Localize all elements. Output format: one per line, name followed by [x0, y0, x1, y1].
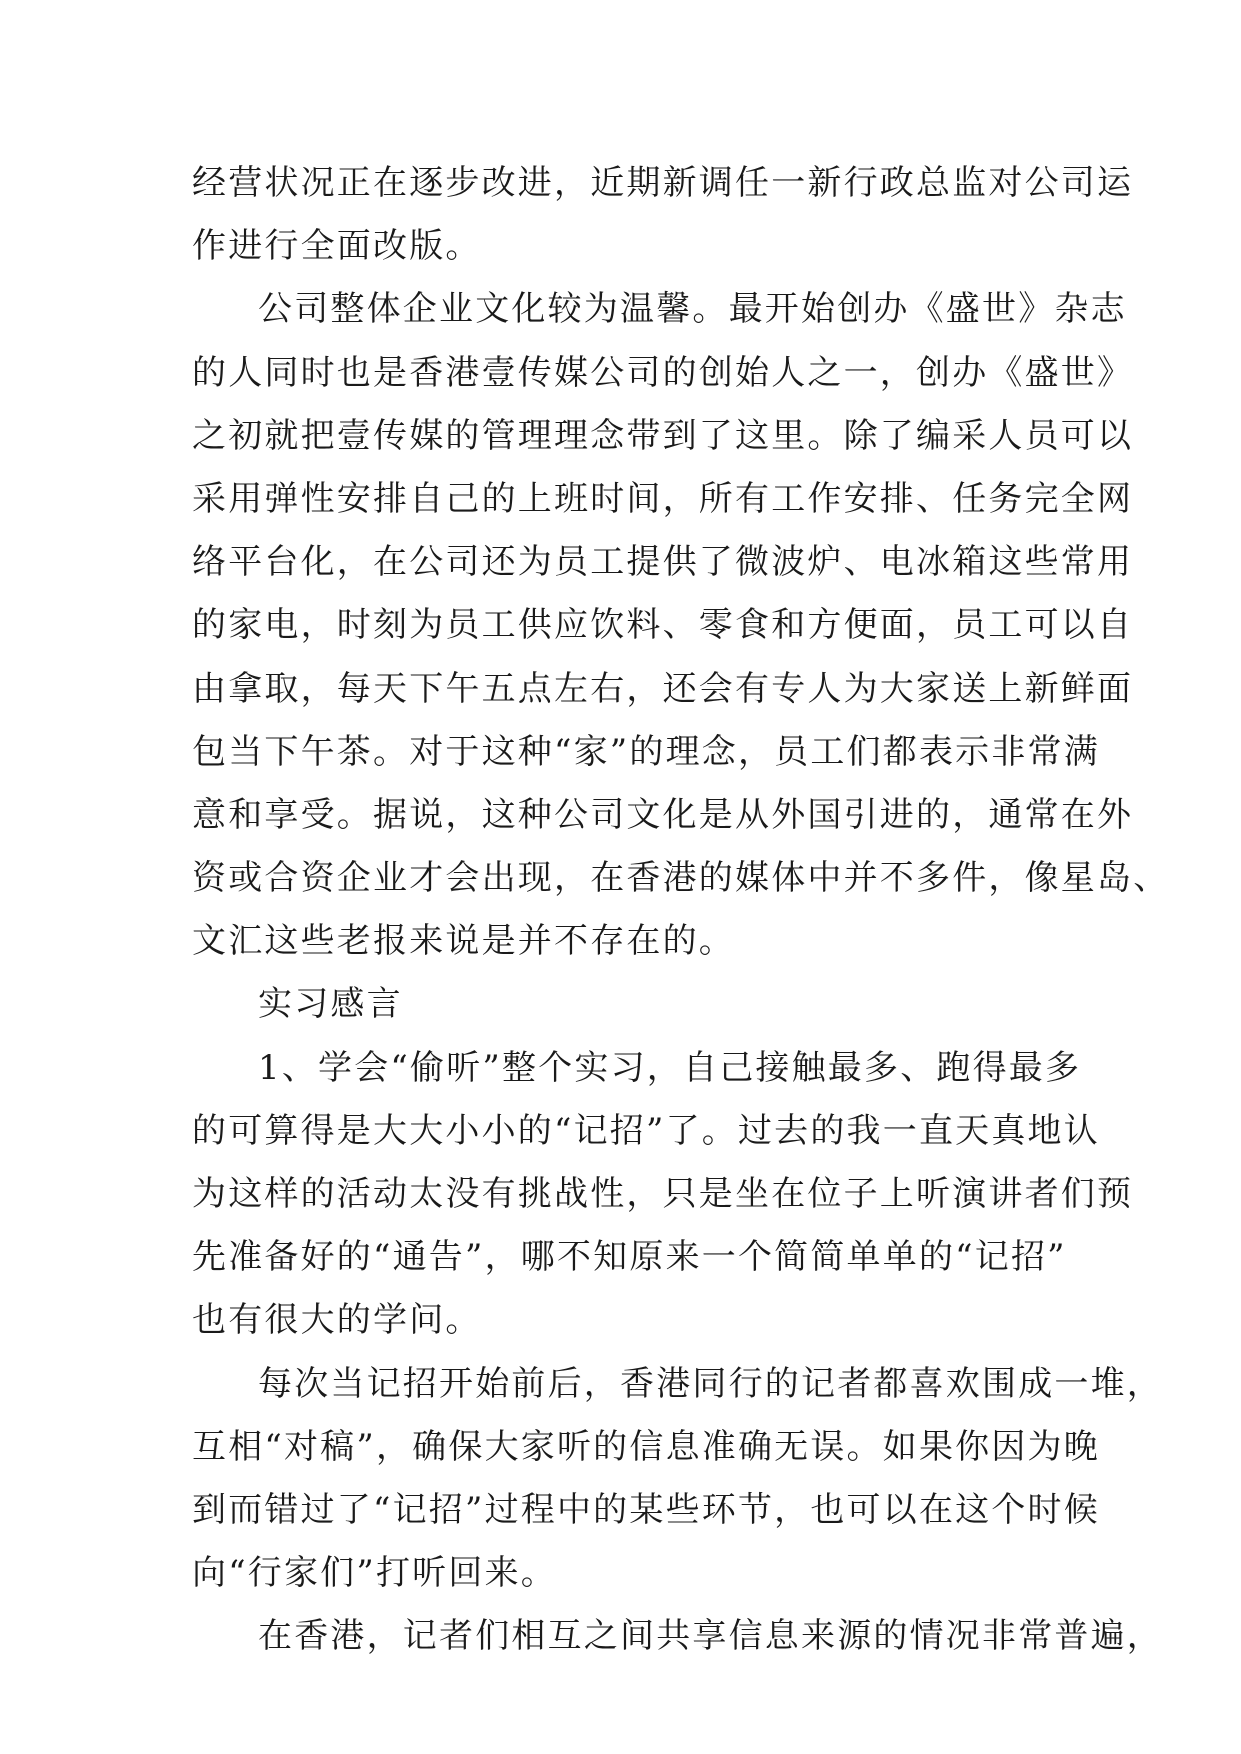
section-heading-internship-thoughts [192, 973, 1052, 1036]
paragraph-company-culture [192, 278, 1170, 973]
text-line: 意和享受。据说，这种公司文化是从外国引进的，通常在外 [192, 794, 1134, 835]
text-line: 1、学会“偷听”整个实习，自己接触最多、跑得最多 [258, 1047, 1082, 1088]
text-line: 在香港，记者们相互之间共享信息来源的情况非常普遍， [258, 1616, 1163, 1657]
text-line: 采用弹性安排自己的上班时间，所有工作安排、任务完全网 [192, 478, 1134, 519]
text-line: 公司整体企业文化较为温馨。最开始创办《盛世》杂志 [258, 289, 1127, 330]
text-line: 每次当记招开始前后，香港同行的记者都喜欢围成一堆， [258, 1363, 1163, 1404]
text-line: 文汇这些老报来说是并不存在的。 [192, 921, 735, 962]
text-line: 也有很大的学问。 [192, 1300, 482, 1341]
paragraph-press-conference [192, 1353, 1163, 1606]
text-line: 向“行家们”打听回来。 [192, 1553, 557, 1594]
text-line: 由拿取，每天下午五点左右，还会有专人为大家送上新鲜面 [192, 668, 1134, 709]
text-line: 先准备好的“通告”，哪不知原来一个简简单单的“记招” [192, 1237, 1067, 1278]
text-line: 作进行全面改版。 [192, 226, 482, 267]
paragraph-information-sharing [192, 1605, 1163, 1668]
text-line: 经营状况正在逐步改进，近期新调任一新行政总监对公司运 [192, 163, 1134, 203]
text-line: 互相“对稿”，确保大家听的信息准确无误。如果你因为晚 [192, 1426, 1100, 1467]
text-line: 之初就把壹传媒的管理理念带到了这里。除了编采人员可以 [192, 415, 1134, 456]
text-line: 为这样的活动太没有挑战性，只是坐在位子上听演讲者们预 [192, 1174, 1134, 1214]
text-line: 包当下午茶。对于这种“家”的理念，员工们都表示非常满 [192, 731, 1100, 772]
text-line: 的可算得是大大小小的“记招”了。过去的我一直天真地认 [192, 1110, 1100, 1151]
document-body [192, 152, 1170, 1669]
text-line: 的人同时也是香港壹传媒公司的创始人之一，创办《盛世》 [192, 352, 1134, 393]
text-line: 到而错过了“记招”过程中的某些环节，也可以在这个时候 [192, 1489, 1100, 1530]
text-line: 的家电，时刻为员工供应饮料、零食和方便面，员工可以自 [192, 605, 1134, 646]
text-line: 资或合资企业才会出现，在香港的媒体中并不多件，像星岛、 [192, 858, 1170, 899]
section-heading: 实习感言 [258, 984, 403, 1025]
paragraph-company-status [192, 152, 1134, 278]
paragraph-learn-to-listen [192, 1037, 1134, 1353]
text-line: 络平台化，在公司还为员工提供了微波炉、电冰箱这些常用 [192, 542, 1134, 583]
